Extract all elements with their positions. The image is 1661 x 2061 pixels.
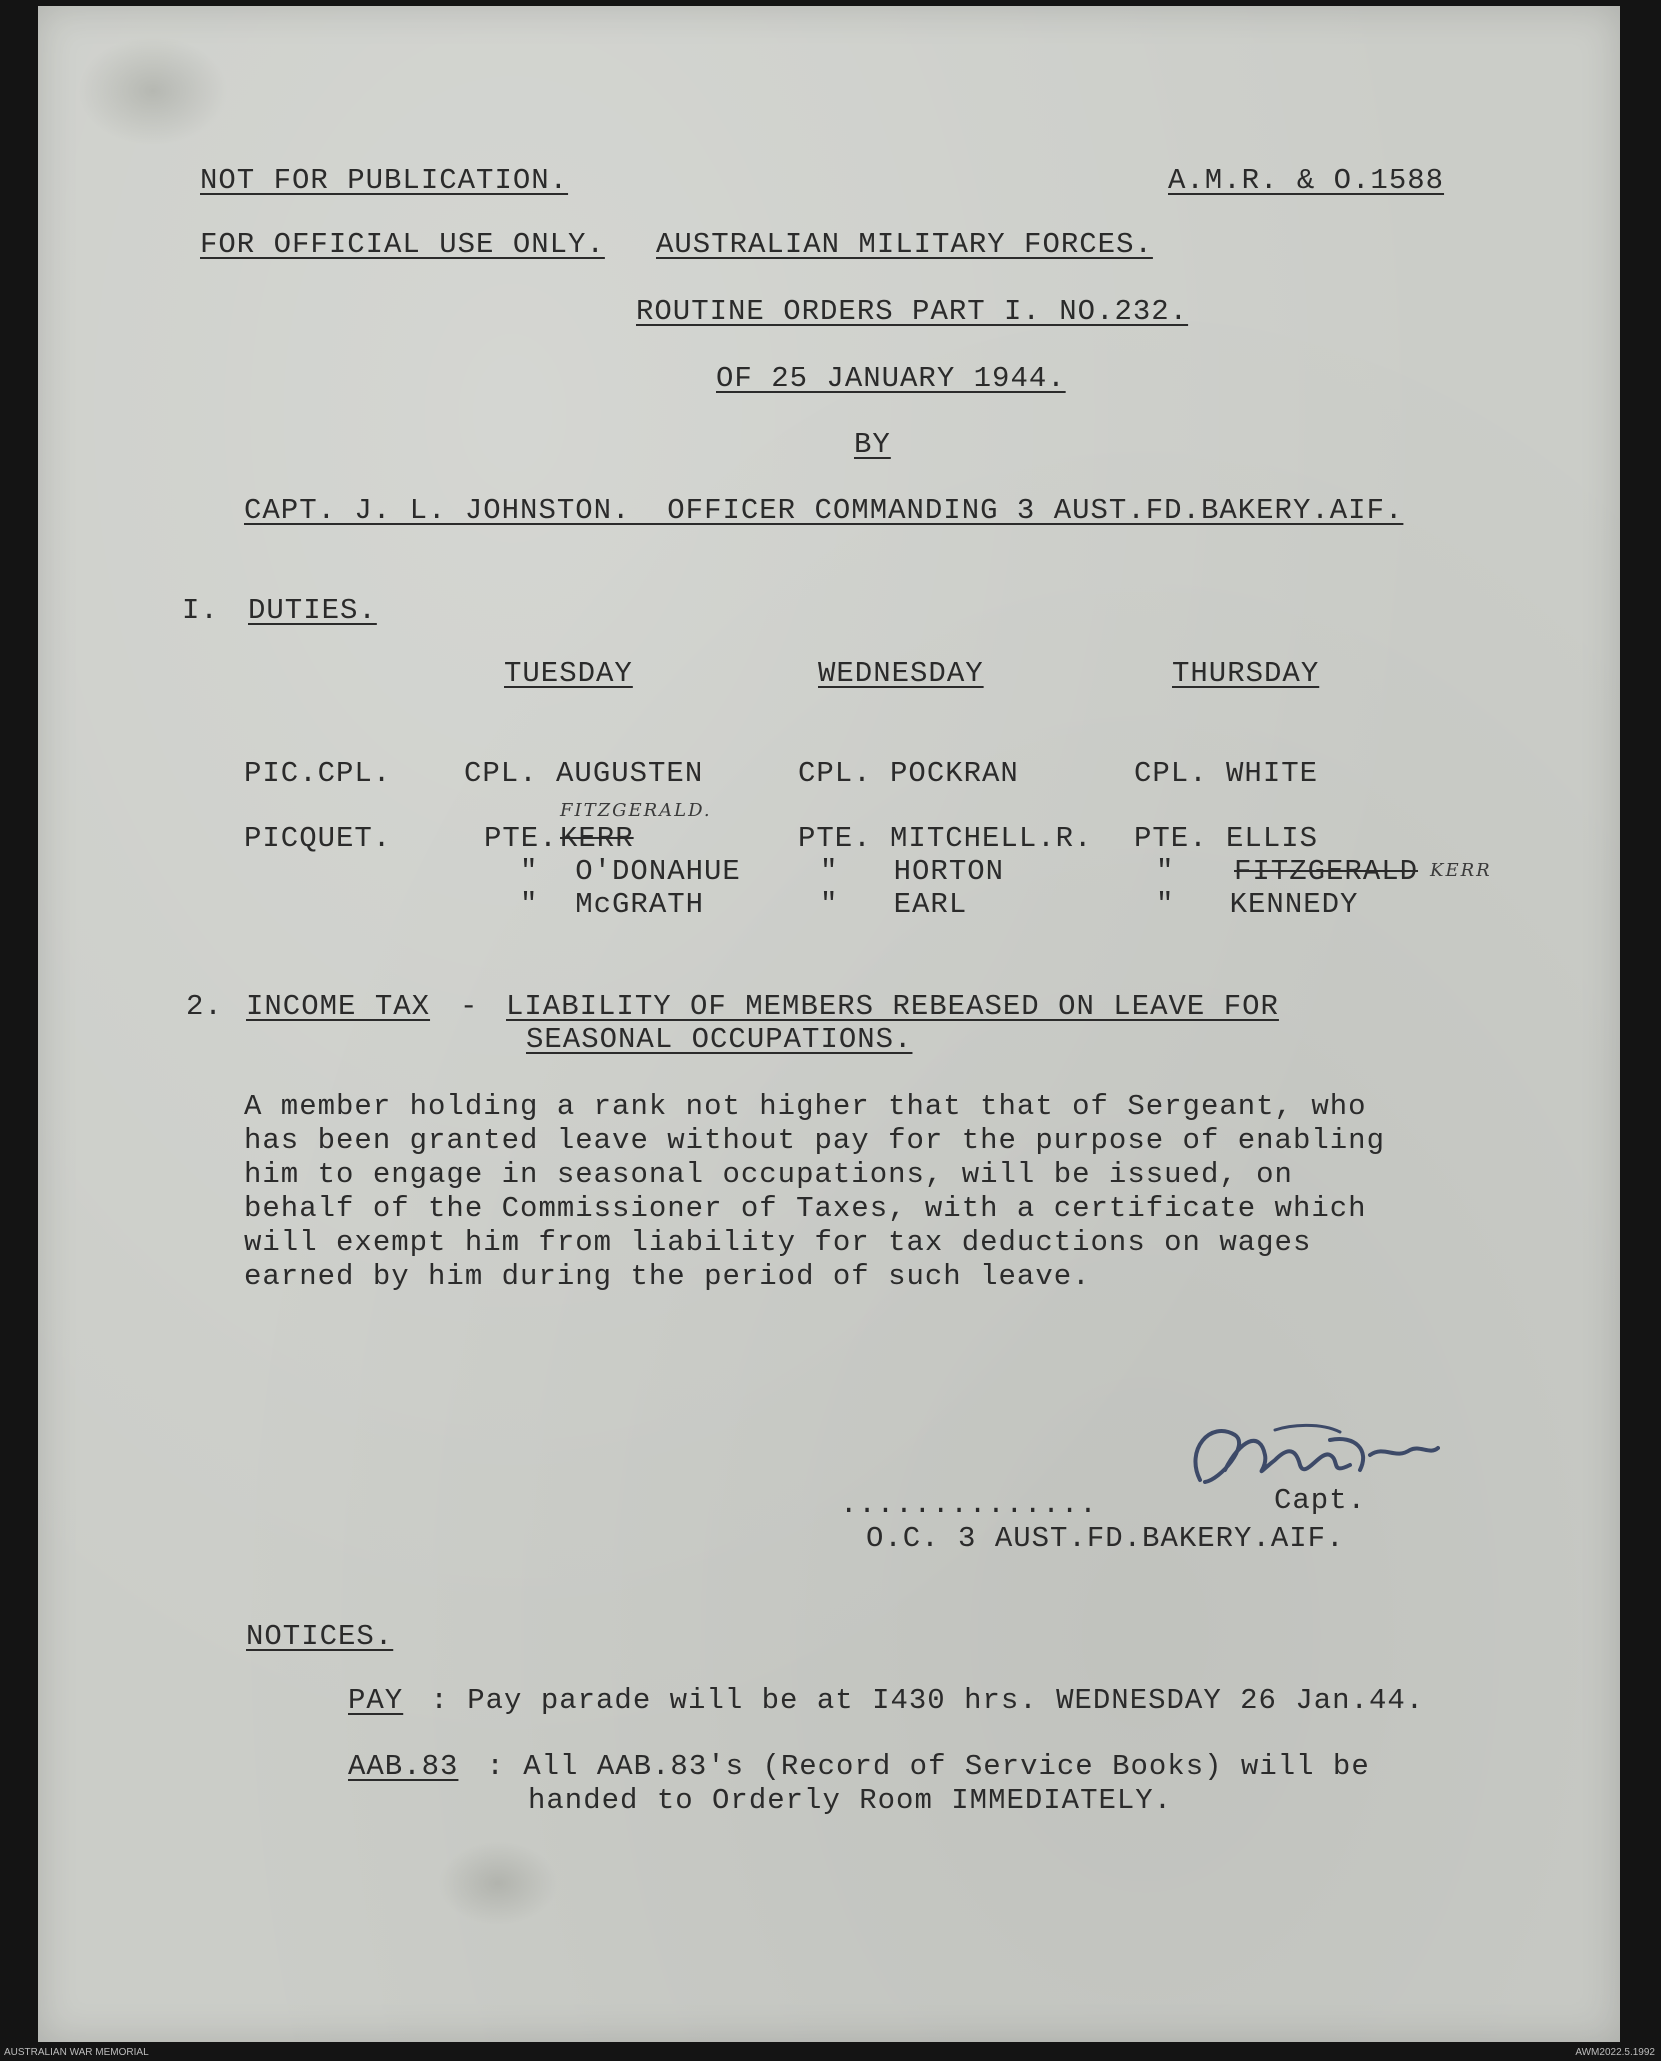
day-wednesday: WEDNESDAY xyxy=(818,657,984,690)
picquet-tuesday-rank: PTE. xyxy=(484,822,558,855)
duties-number: I. xyxy=(182,594,219,627)
income-tax-heading-rest: LIABILITY OF MEMBERS REBEASED ON LEAVE FOR xyxy=(506,990,1279,1023)
orders-date: OF 25 JANUARY 1944. xyxy=(716,362,1066,395)
notices-heading: NOTICES. xyxy=(246,1620,394,1653)
footer-institution: AUSTRALIAN WAR MEMORIAL xyxy=(4,2047,149,2058)
commander-line: CAPT. J. L. JOHNSTON. OFFICER COMMANDING 3 AUST.FD.BAKERY.AIF. xyxy=(244,494,1404,527)
picquet-tuesday-2: " O'DONAHUE xyxy=(520,855,741,888)
duties-heading: DUTIES. xyxy=(248,594,377,627)
forces-label: AUSTRALIAN MILITARY FORCES. xyxy=(656,228,1153,261)
picquet-wednesday-1: PTE. MITCHELL.R. xyxy=(798,822,1093,855)
footer-accession: AWM2022.5.1992 xyxy=(1575,2047,1655,2058)
picquet-tuesday-struck: KERR xyxy=(560,822,634,855)
picquet-thursday-2-struck: FITZGERALD xyxy=(1234,855,1419,888)
picquet-wednesday-2: " HORTON xyxy=(820,855,1005,888)
picquet-thursday-2-mark: " xyxy=(1156,855,1175,888)
income-tax-body-line: him to engage in seasonal occupations, will be issued, on xyxy=(244,1158,1293,1191)
classification-label: NOT FOR PUBLICATION. xyxy=(200,164,569,197)
picquet-thursday-1: PTE. ELLIS xyxy=(1134,822,1319,855)
picquet-tuesday-3: " McGRATH xyxy=(520,888,705,921)
handwritten-correction: KERR xyxy=(1430,860,1492,881)
pay-text: : Pay parade will be at I430 hrs. WEDNESDAY 26 Jan.44. xyxy=(412,1684,1425,1717)
paper-stain xyxy=(78,36,228,146)
signature-rank: Capt. xyxy=(1274,1484,1367,1517)
picquet-wednesday-3: " EARL xyxy=(820,888,968,921)
archive-footer xyxy=(0,2043,1661,2061)
income-tax-heading-line2: SEASONAL OCCUPATIONS. xyxy=(526,1023,913,1056)
pic-cpl-thursday: CPL. WHITE xyxy=(1134,757,1319,790)
official-use-label: FOR OFFICIAL USE ONLY. xyxy=(200,228,605,261)
orders-title: ROUTINE ORDERS PART I. NO.232. xyxy=(636,295,1189,328)
paper-stain xyxy=(438,1841,558,1926)
by-label: BY xyxy=(854,428,891,461)
pay-label: PAY xyxy=(348,1684,404,1717)
aab-label: AAB.83 xyxy=(348,1750,459,1783)
signature-dots: .............. xyxy=(840,1488,1098,1521)
pic-cpl-tuesday: CPL. AUGUSTEN xyxy=(464,757,704,790)
signature-title: O.C. 3 AUST.FD.BAKERY.AIF. xyxy=(866,1522,1345,1555)
pic-cpl-wednesday: CPL. POCKRAN xyxy=(798,757,1019,790)
pic-cpl-label: PIC.CPL. xyxy=(244,757,392,790)
income-tax-body-line: has been granted leave without pay for the purpose of enabling xyxy=(244,1124,1385,1157)
reference-number: A.M.R. & O.1588 xyxy=(1168,164,1445,197)
income-tax-body-line: behalf of the Commissioner of Taxes, with a certificate which xyxy=(244,1192,1367,1225)
day-thursday: THURSDAY xyxy=(1172,657,1320,690)
income-tax-body-line: A member holding a rank not higher that that of Sergeant, who xyxy=(244,1090,1367,1123)
aab-text-line2: handed to Orderly Room IMMEDIATELY. xyxy=(528,1784,1173,1817)
income-tax-body-line: will exempt him from liability for tax deductions on wages xyxy=(244,1226,1312,1259)
day-tuesday: TUESDAY xyxy=(504,657,633,690)
income-tax-heading-lead: INCOME TAX xyxy=(246,990,431,1023)
income-tax-heading-dash: - xyxy=(460,990,479,1023)
income-tax-body-line: earned by him during the period of such leave. xyxy=(244,1260,1091,1293)
handwritten-correction: FITZGERALD. xyxy=(560,800,712,821)
aab-text: : All AAB.83's (Record of Service Books) will be xyxy=(468,1750,1370,1783)
picquet-label: PICQUET. xyxy=(244,822,392,855)
income-tax-number: 2. xyxy=(186,990,223,1023)
picquet-thursday-3: " KENNEDY xyxy=(1156,888,1359,921)
